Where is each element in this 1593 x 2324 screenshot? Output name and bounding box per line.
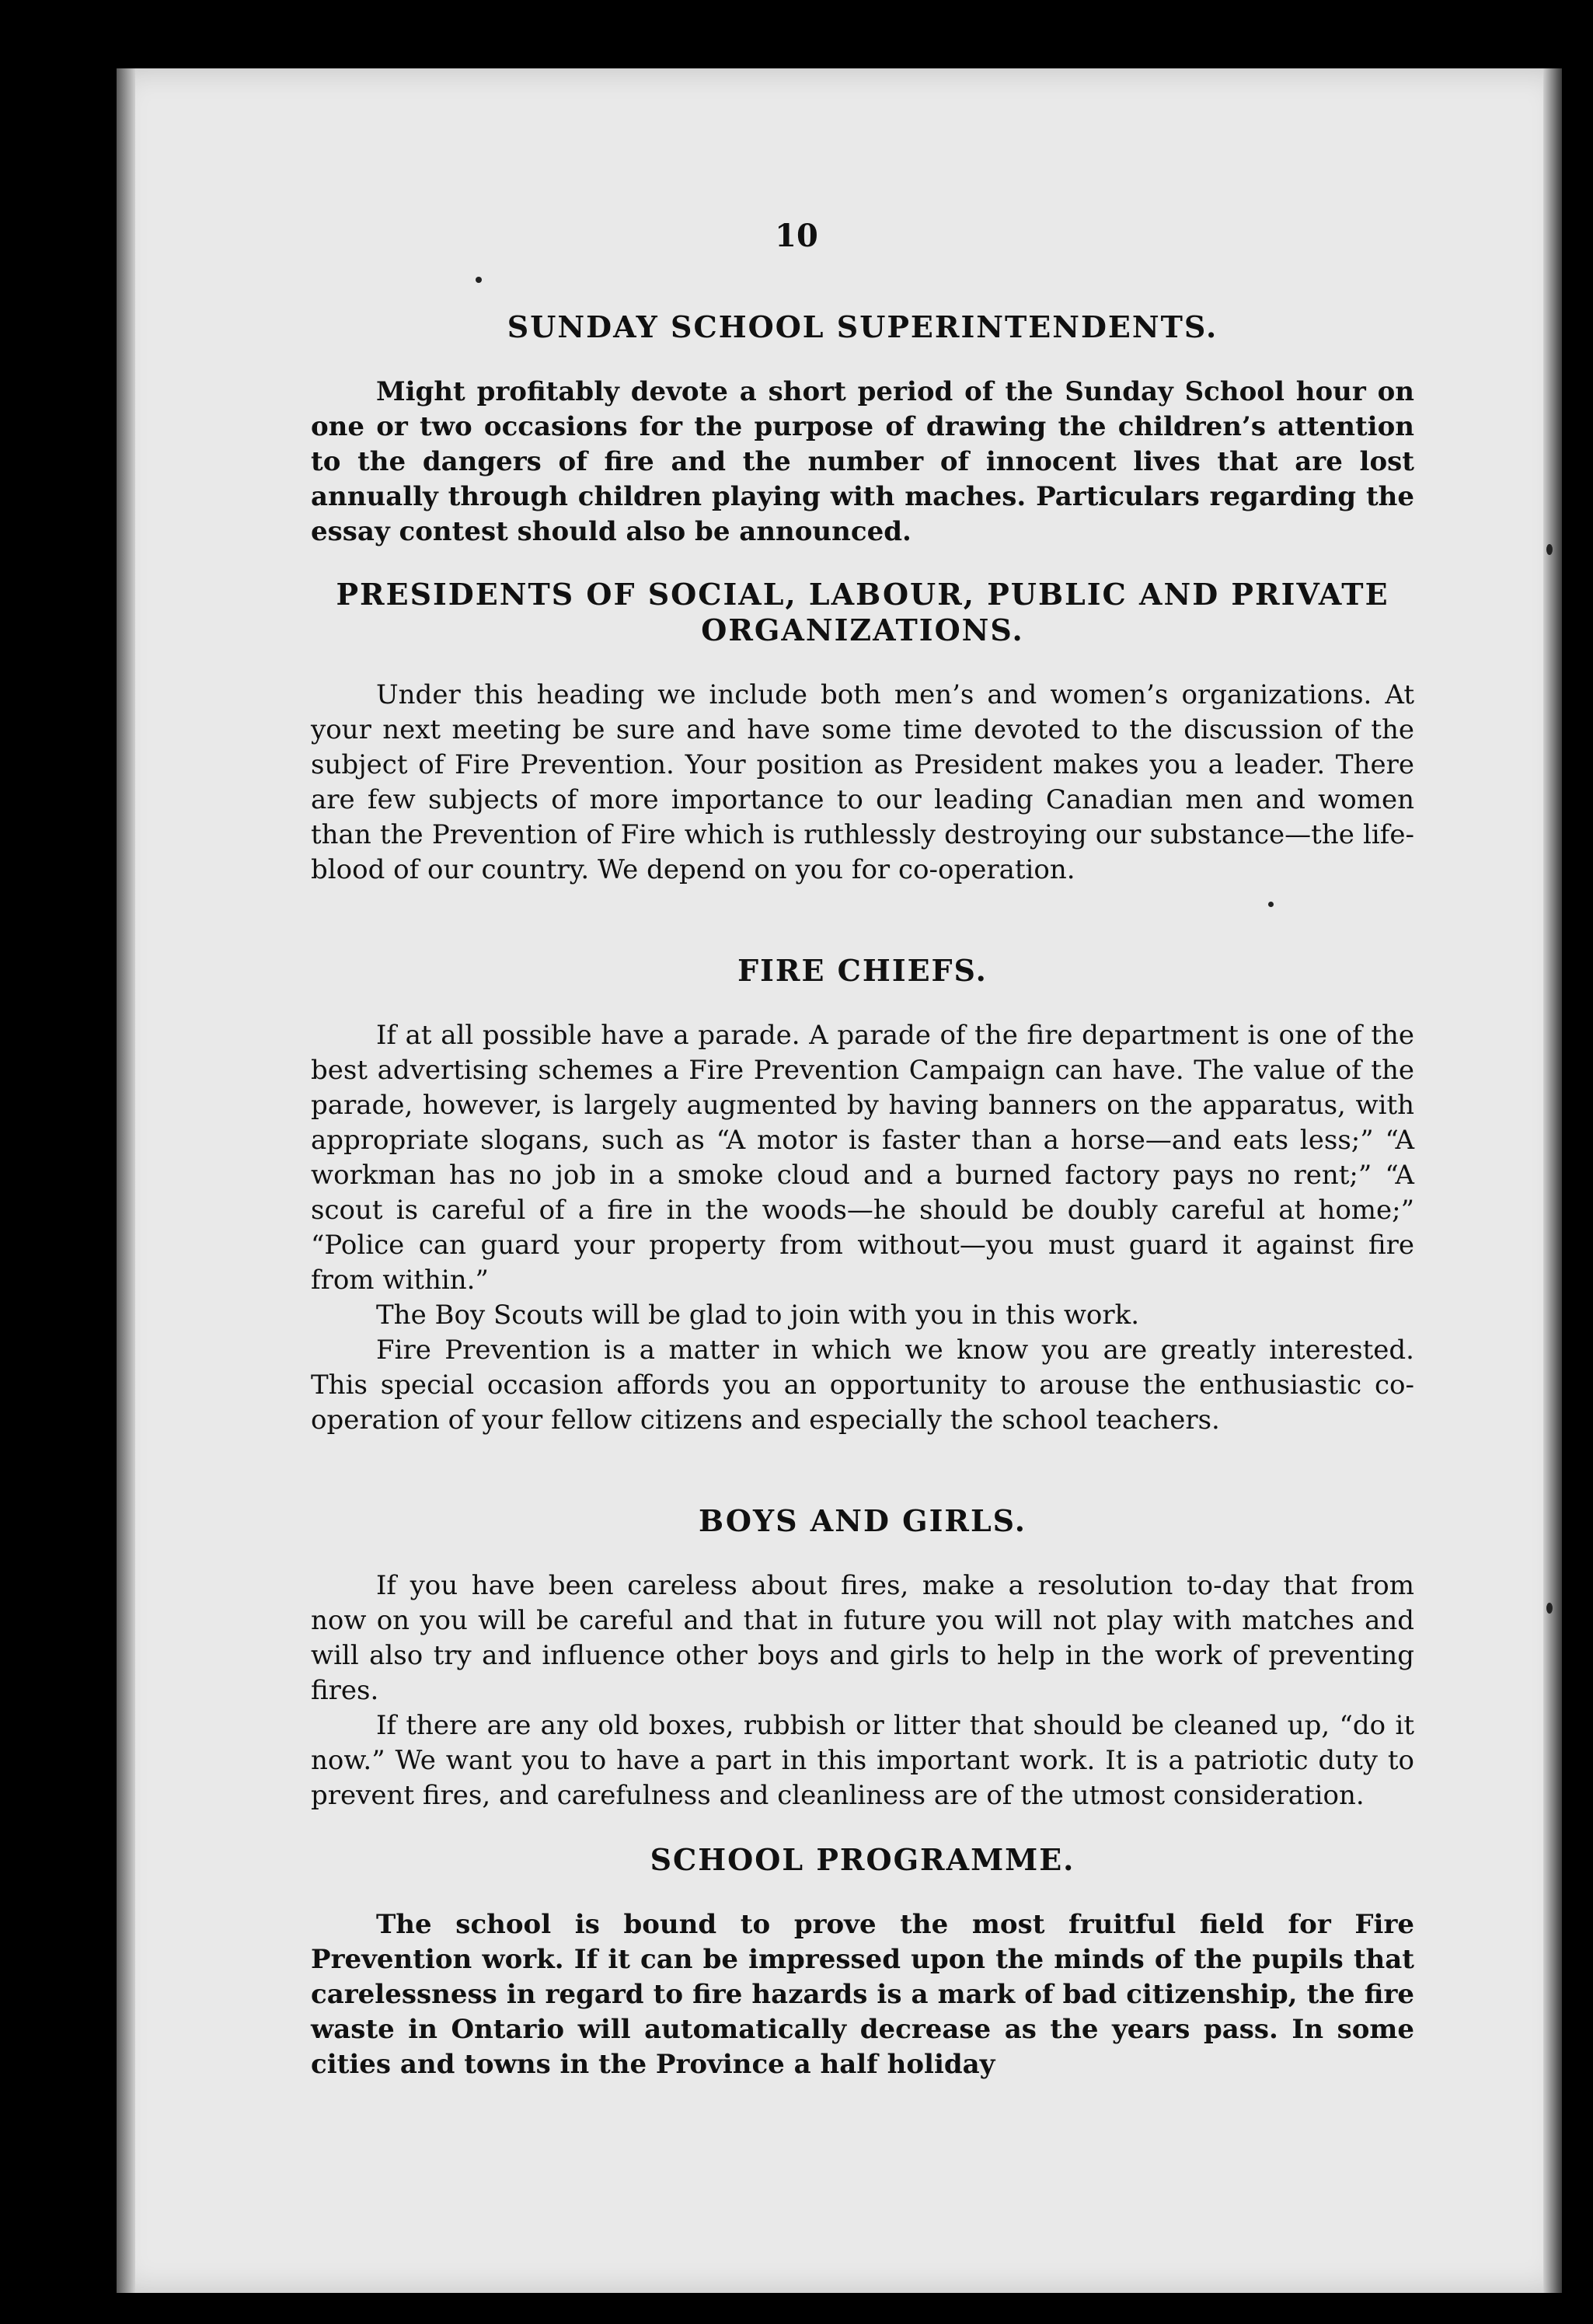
section-heading: SCHOOL PROGRAMME. — [650, 1842, 1075, 1877]
paragraph: The school is bound to prove the most fruitful field for Fire Prevention work. If it can be impressed upon the minds of the pupils that carelessness in regard to fire hazards is a mark of bad citizenship, the fire waste in Ontario will automatically decrease as the years pass. In some cities and towns in the Province a half holiday — [311, 1909, 1414, 2080]
paragraph: If there are any old boxes, rubbish or litter that should be cleaned up, “do it now.” We want you to have a part in this important work. It is a patriotic duty to prevent fires, and carefulness and cleanliness are of the utmost consideration. — [311, 1710, 1414, 1811]
paragraph: If at all possible have a parade. A parade of the fire department is one of the best advertising schemes a Fire Prevention Campaign can have. The value of the parade, however, is largely augmented by having banners on the apparatus, with appropriate slogans, such as “A motor is faster than a horse—and eats less;” “A workman has no job in a smoke cloud and a burned factory pays no rent;” “A scout is careful of a fire in the woods—he should be doubly careful at home;” “Police can guard your property from without—you must guard it against fire from within.” — [311, 1020, 1414, 1296]
section-sunday-school — [311, 309, 1414, 550]
section-fire-chiefs — [311, 953, 1414, 1438]
paragraph: The Boy Scouts will be glad to join with you in this work. — [376, 1300, 1140, 1331]
section-heading: SUNDAY SCHOOL SUPERINTENDENTS. — [507, 309, 1218, 344]
ink-fleck — [476, 277, 482, 283]
section-heading: PRESIDENTS OF SOCIAL, LABOUR, PUBLIC AND PRIVATE ORGANIZATIONS. — [336, 577, 1389, 647]
paragraph: Might profitably devote a short period of the Sunday School hour on one or two occasions for the purpose of drawing the children’s attention to the dangers of fire and the number of innocent lives that are lost annually through children playing with maches. Particulars regarding the essay contest should also be announced. — [311, 376, 1414, 547]
section-heading: BOYS AND GIRLS. — [699, 1503, 1027, 1538]
section-school-programme — [311, 1842, 1414, 2082]
section-heading: FIRE CHIEFS. — [737, 953, 988, 988]
section-boys-and-girls — [311, 1503, 1414, 1813]
page-number: 10 — [775, 218, 818, 254]
paragraph: If you have been careless about fires, make a resolution to-day that from now on you will be careful and that in future you will not play with matches and will also try and influence other boys and girls to help in the work of preventing fires. — [311, 1570, 1414, 1706]
paragraph: Under this heading we include both men’s and women’s organizations. At your next meeting be sure and have some time devoted to the discussion of the subject of Fire Prevention. Your position as President makes you a leader. There are few subjects of more importance to our leading Canadian men and women than the Prevention of Fire which is ruthlessly destroying our substance—the life-blood of our country. We depend on you for co-operation. — [311, 679, 1414, 885]
page-edge-right — [1543, 68, 1562, 2293]
section-presidents — [311, 577, 1414, 888]
ink-fleck — [1546, 544, 1553, 555]
ink-fleck — [1268, 902, 1274, 907]
page-edge-left — [117, 68, 135, 2293]
ink-fleck — [1546, 1603, 1553, 1614]
paragraph: Fire Prevention is a matter in which we know you are greatly interested. This special occasion affords you an opportunity to arouse the enthusiastic co-operation of your fellow citizens and especially the school teachers. — [311, 1335, 1414, 1436]
